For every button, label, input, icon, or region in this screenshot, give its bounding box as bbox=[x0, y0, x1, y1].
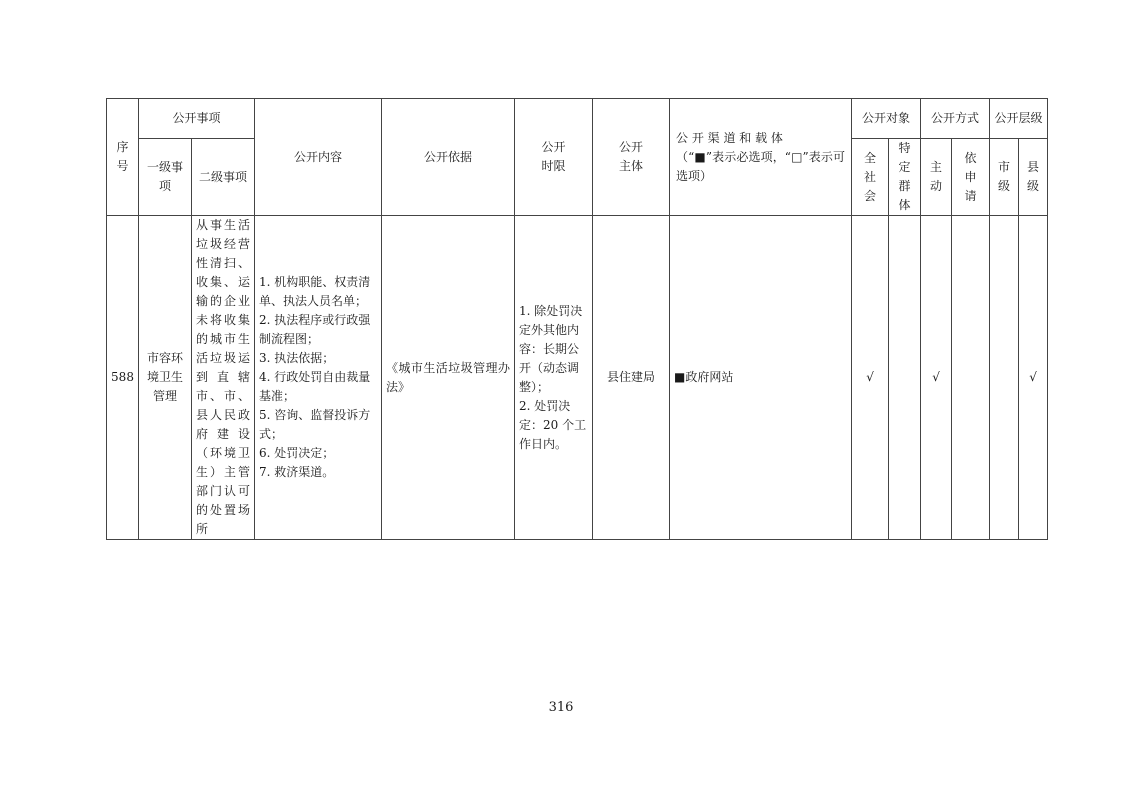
header-level1: 一级事项 bbox=[139, 139, 192, 216]
cell-level1: 市容环境卫生管理 bbox=[139, 216, 192, 540]
header-whole-society: 全社会 bbox=[852, 139, 889, 216]
cell-county-level: √ bbox=[1019, 216, 1048, 540]
header-content: 公开内容 bbox=[255, 99, 382, 216]
header-active: 主动 bbox=[921, 139, 952, 216]
header-city-level: 市级 bbox=[990, 139, 1019, 216]
cell-time-limit: 1. 除处罚决定外其他内容：长期公开（动态调整）； 2. 处罚决定：20 个工作日内。 bbox=[515, 216, 593, 540]
disclosure-table bbox=[106, 98, 1048, 540]
header-subject: 公开 主体 bbox=[593, 99, 670, 216]
header-county-level: 县级 bbox=[1019, 139, 1048, 216]
cell-on-request bbox=[952, 216, 990, 540]
header-matter-group: 公开事项 bbox=[139, 99, 255, 139]
cell-specific-group bbox=[889, 216, 921, 540]
header-specific-group: 特定群体 bbox=[889, 139, 921, 216]
header-method-group: 公开方式 bbox=[921, 99, 990, 139]
page-number: 316 bbox=[548, 700, 574, 715]
header-level2: 二级事项 bbox=[192, 139, 255, 216]
table-row bbox=[107, 216, 1048, 540]
header-object-group: 公开对象 bbox=[852, 99, 921, 139]
header-row-1 bbox=[107, 99, 1048, 139]
cell-content: 1. 机构职能、权责清单、执法人员名单； 2. 执法程序或行政强制流程图； 3. 执法依据； 4. 行政处罚自由裁量基准； 5. 咨询、监督投诉方式； 6. 处罚决定； 7. 救济渠道。 bbox=[255, 216, 382, 540]
header-basis: 公开依据 bbox=[382, 99, 515, 216]
header-time-limit: 公开 时限 bbox=[515, 99, 593, 216]
cell-channel: ■政府网站 bbox=[670, 216, 852, 540]
cell-city-level bbox=[990, 216, 1019, 540]
cell-active: √ bbox=[921, 216, 952, 540]
cell-basis: 《城市生活垃圾管理办法》 bbox=[382, 216, 515, 540]
header-on-request: 依申请 bbox=[952, 139, 990, 216]
cell-level2: 从事生活垃圾经营性清扫、收集、运输的企业未将收集的城市生活垃圾运到直辖市、市、县人民政府建设（环境卫生）主管部门认可的处置场所 bbox=[192, 216, 255, 540]
header-channel: 公 开 渠 道 和 载 体 （“■”表示必选项，“□”表示可选项） bbox=[670, 99, 852, 216]
cell-seq: 588 bbox=[107, 216, 139, 540]
header-level-group: 公开层级 bbox=[990, 99, 1048, 139]
cell-subject: 县住建局 bbox=[593, 216, 670, 540]
header-seq: 序号 bbox=[107, 99, 139, 216]
cell-whole-society: √ bbox=[852, 216, 889, 540]
